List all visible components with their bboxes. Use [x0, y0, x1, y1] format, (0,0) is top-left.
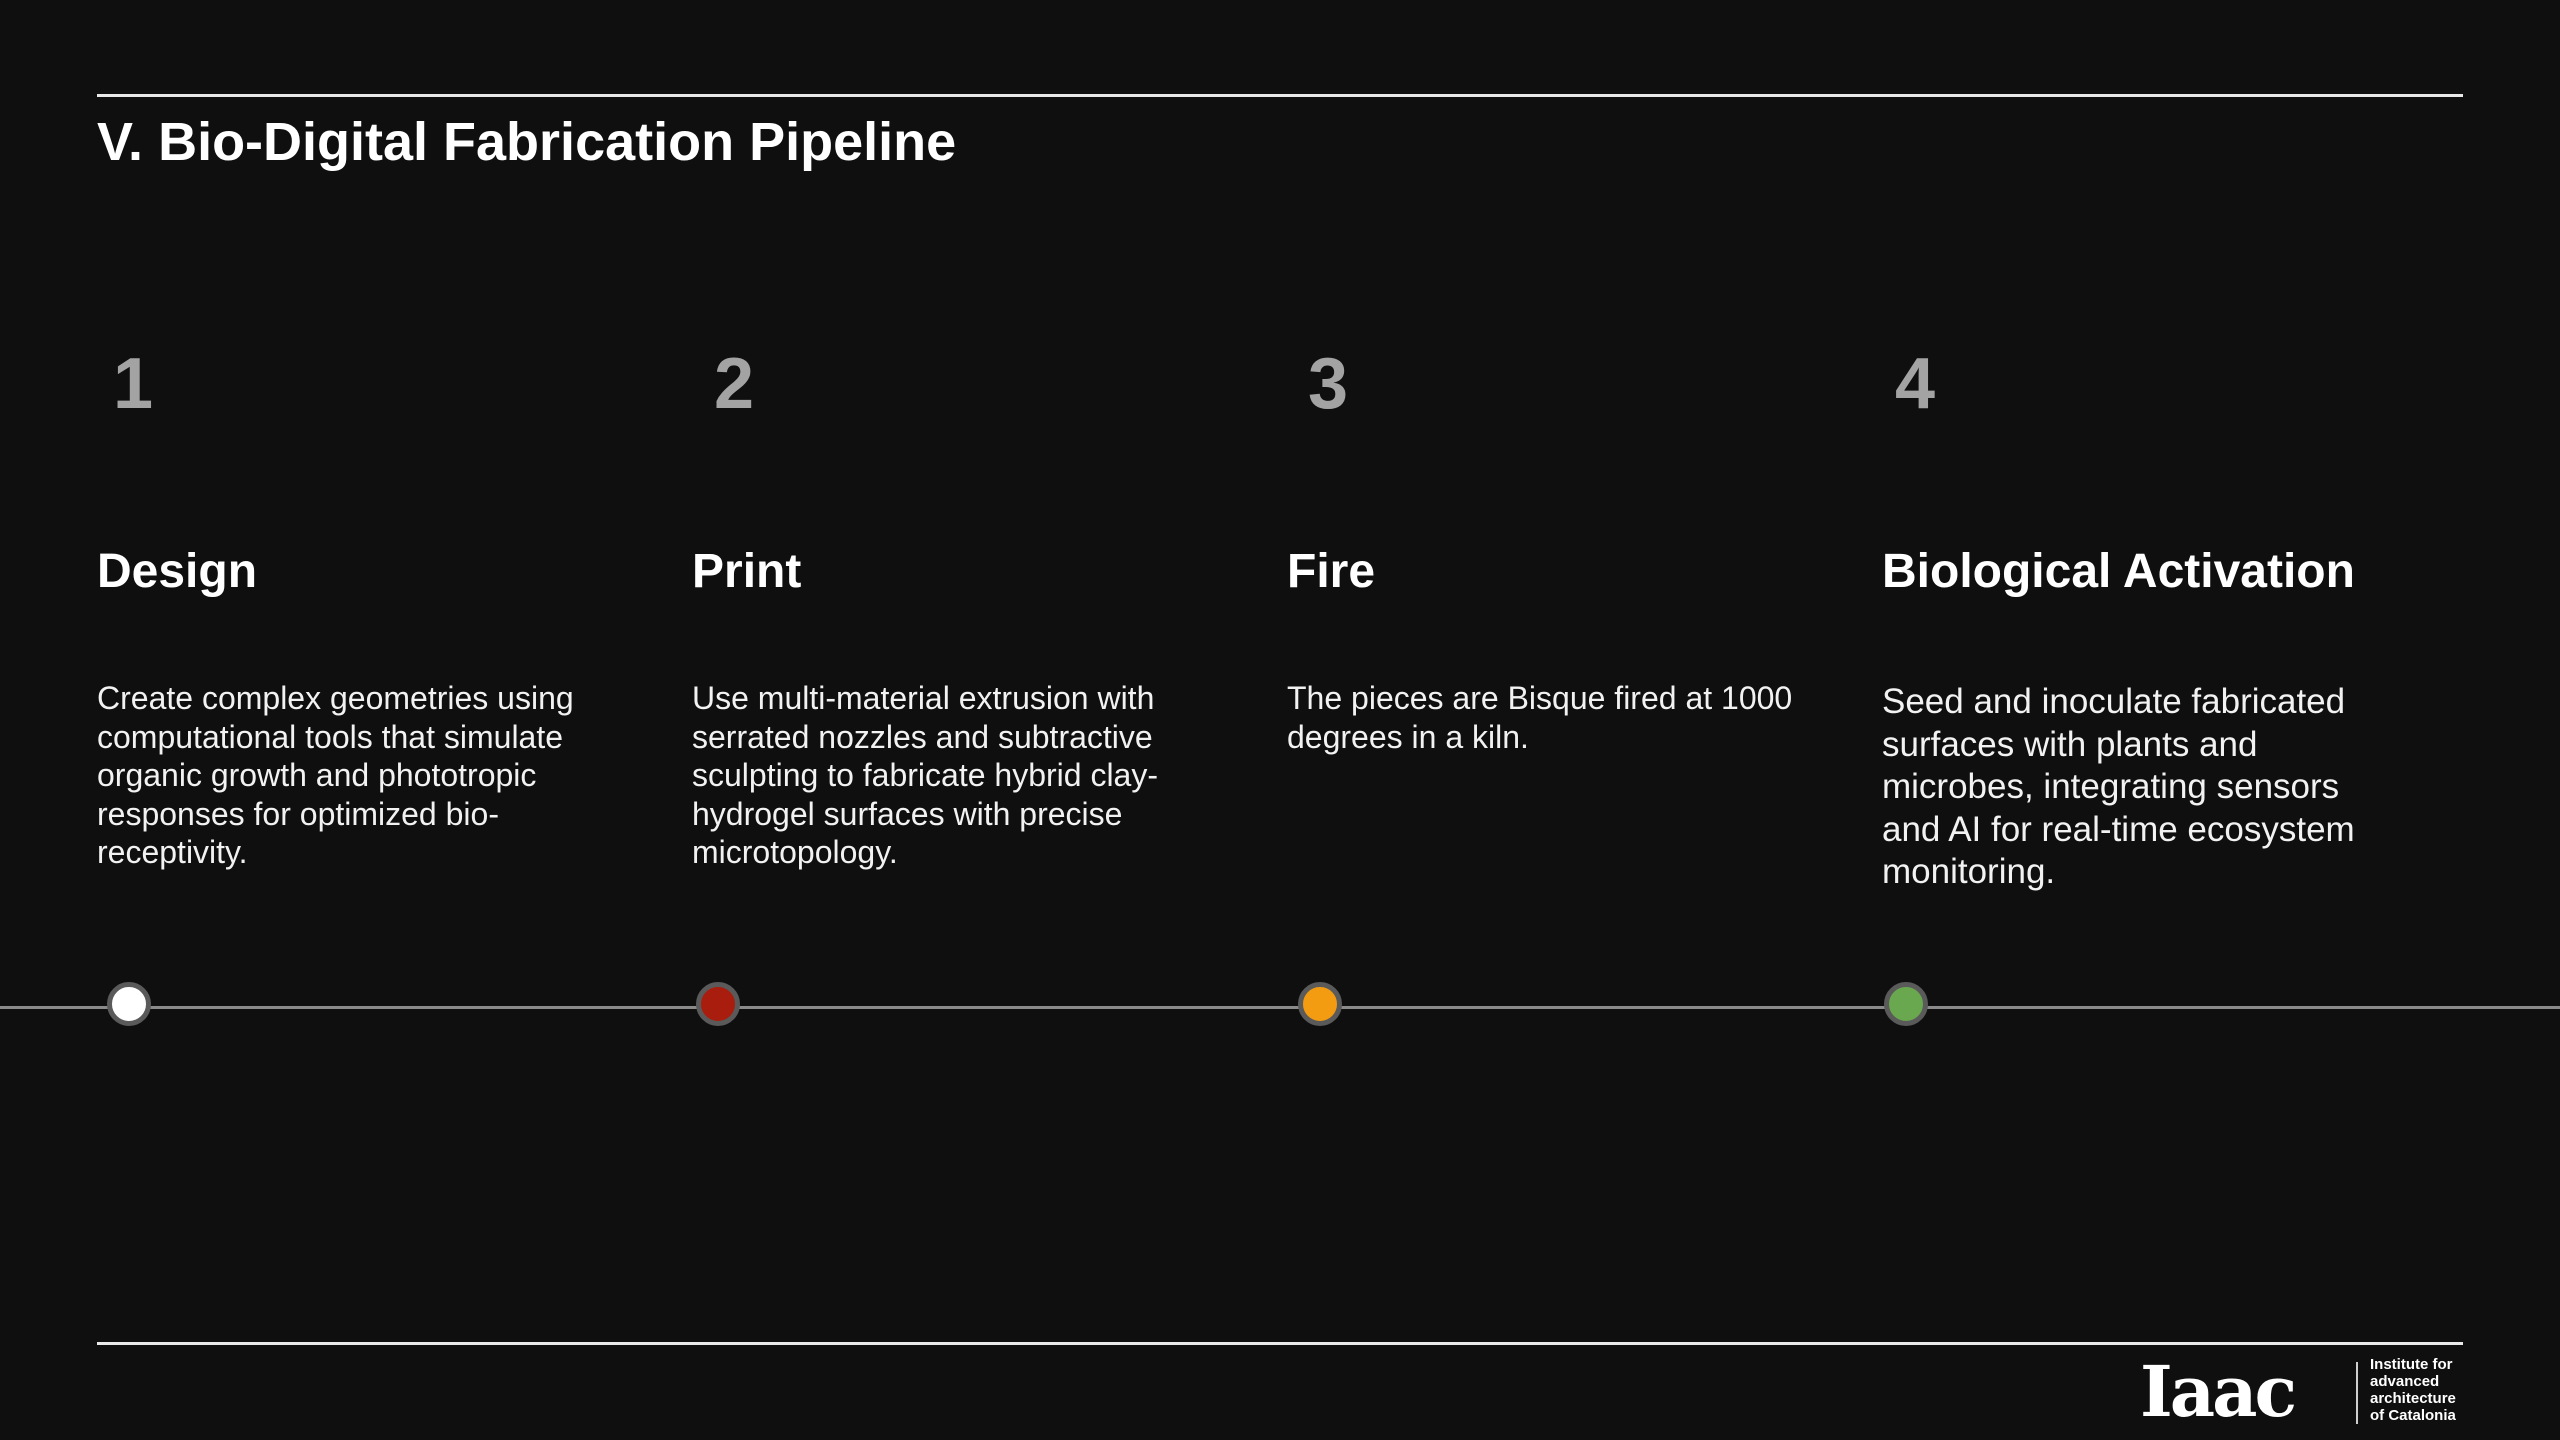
timeline-dot-design: [107, 982, 151, 1026]
step-number-1: 1: [113, 344, 154, 424]
step-heading-design: Design: [97, 545, 258, 598]
logo-line: Institute for: [2370, 1356, 2453, 1373]
step-number-2: 2: [714, 344, 755, 424]
step-number-3: 3: [1308, 344, 1349, 424]
timeline-dot-print: [696, 982, 740, 1026]
logo-divider: [2356, 1362, 2358, 1424]
step-number-4: 4: [1895, 344, 1936, 424]
step-description-design: Create complex geometries using computational tools that simulate organic growth and phototropic responses for optimized bio-receptivity.: [97, 680, 574, 871]
slide-title: V. Bio-Digital Fabrication Pipeline: [97, 112, 957, 172]
step-description-fire: The pieces are Bisque fired at 1000 degrees in a kiln.: [1287, 680, 1793, 755]
timeline-dot-fire: [1298, 982, 1342, 1026]
step-heading-print: Print: [692, 545, 802, 598]
timeline-line: [0, 1006, 2560, 1009]
logo-line: advanced: [2370, 1373, 2440, 1390]
bottom-rule: [97, 1342, 2463, 1345]
logo-mark: Iaac: [2140, 1350, 2295, 1433]
step-description-biological-activation: Seed and inoculate fabricated surfaces with plants and microbes, integrating sensors and AI for real-time ecosystem monitoring.: [1882, 682, 2355, 891]
logo-text: [2370, 1356, 2480, 1424]
timeline-dot-biological-activation: [1884, 982, 1928, 1026]
step-heading-biological-activation: Biological Activation: [1882, 545, 2355, 598]
top-rule: [97, 94, 2463, 97]
step-heading-fire: Fire: [1287, 545, 1376, 598]
step-description-print: Use multi-material extrusion with serrated nozzles and subtractive sculpting to fabricate hybrid clay-hydrogel surfaces with precise microtopology.: [692, 680, 1158, 871]
logo-line: of Catalonia: [2370, 1407, 2456, 1424]
iaac-logo: [2140, 1352, 2470, 1432]
logo-line: architecture: [2370, 1390, 2456, 1407]
